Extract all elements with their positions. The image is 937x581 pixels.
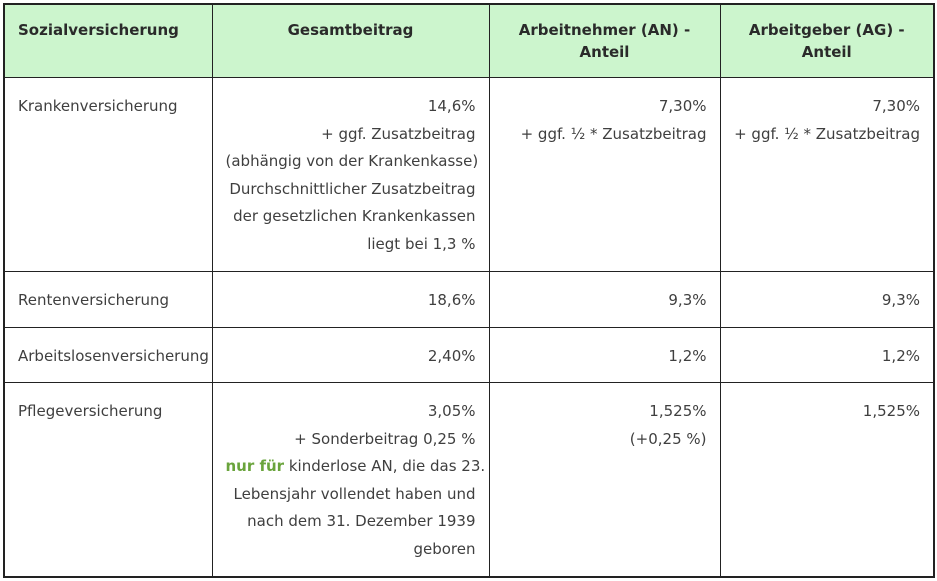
cell-line: 2,40%	[427, 346, 476, 365]
gesamtbeitrag-cell	[212, 383, 489, 577]
plain-text: kinderlose AN, die das 23.	[284, 457, 486, 475]
cell-line: 14,6%	[427, 97, 476, 115]
arbeitgeber-anteil-cell	[720, 327, 934, 383]
cell-line: Durchschnittlicher Zusatzbeitrag	[229, 179, 476, 198]
header-row	[4, 4, 934, 78]
table-row	[4, 272, 934, 328]
cell-line: geboren	[413, 539, 476, 558]
cell-line: 9,3%	[668, 291, 707, 309]
column-header-gesamtbeitrag: Gesamtbeitrag	[212, 4, 489, 78]
gesamtbeitrag-cell	[212, 78, 489, 272]
cell-line: nach dem 31. Dezember 1939	[247, 512, 476, 530]
arbeitnehmer-anteil-cell	[489, 272, 720, 328]
cell-line: 7,30%	[872, 97, 920, 115]
insurance-name-cell: Arbeitslosenversicherung	[4, 327, 212, 383]
table-header	[4, 4, 934, 78]
column-header-sozialversicherung: Sozialversicherung	[4, 4, 212, 78]
gesamtbeitrag-cell	[212, 272, 489, 328]
arbeitnehmer-anteil-cell	[489, 327, 720, 383]
cell-line: Lebensjahr vollendet haben und	[233, 484, 476, 503]
cell-line	[225, 453, 486, 481]
cell-line: liegt bei 1,3 %	[367, 234, 476, 253]
social-insurance-table	[3, 3, 935, 578]
cell-line: 3,05%	[427, 402, 476, 420]
insurance-name-cell: Pflegeversicherung	[4, 383, 212, 577]
cell-line: + Sonderbeitrag 0,25 %	[294, 429, 476, 448]
table-row	[4, 327, 934, 383]
cell-line: 1,2%	[668, 346, 707, 365]
insurance-name-cell: Rentenversicherung	[4, 272, 212, 328]
arbeitnehmer-anteil-cell	[489, 78, 720, 272]
arbeitnehmer-anteil-cell	[489, 383, 720, 577]
cell-line: 9,3%	[881, 291, 920, 309]
arbeitgeber-anteil-cell	[720, 78, 934, 272]
cell-line: der gesetzlichen Krankenkassen	[233, 207, 476, 225]
cell-line: 1,2%	[881, 346, 920, 365]
arbeitgeber-anteil-cell	[720, 383, 934, 577]
column-header-arbeitgeber-anteil: Arbeitgeber (AG) - Anteil	[720, 4, 934, 78]
table-row	[4, 383, 934, 577]
table-body	[4, 78, 934, 577]
cell-line: 1,525%	[862, 402, 920, 420]
cell-line: + ggf. ½ * Zusatzbeitrag	[734, 124, 920, 143]
insurance-name-cell: Krankenversicherung	[4, 78, 212, 272]
cell-line: (+0,25 %)	[629, 429, 707, 448]
column-header-arbeitnehmer-anteil: Arbeitnehmer (AN) - Anteil	[489, 4, 720, 78]
cell-line: 7,30%	[658, 97, 707, 115]
cell-line: 18,6%	[427, 291, 476, 309]
cell-line: + ggf. Zusatzbeitrag	[321, 124, 476, 143]
cell-line: (abhängig von der Krankenkasse)	[225, 152, 479, 170]
arbeitgeber-anteil-cell	[720, 272, 934, 328]
gesamtbeitrag-cell	[212, 327, 489, 383]
accent-text: nur für	[225, 457, 285, 475]
table-row	[4, 78, 934, 272]
cell-line: + ggf. ½ * Zusatzbeitrag	[520, 124, 707, 143]
cell-line: 1,525%	[649, 402, 707, 420]
